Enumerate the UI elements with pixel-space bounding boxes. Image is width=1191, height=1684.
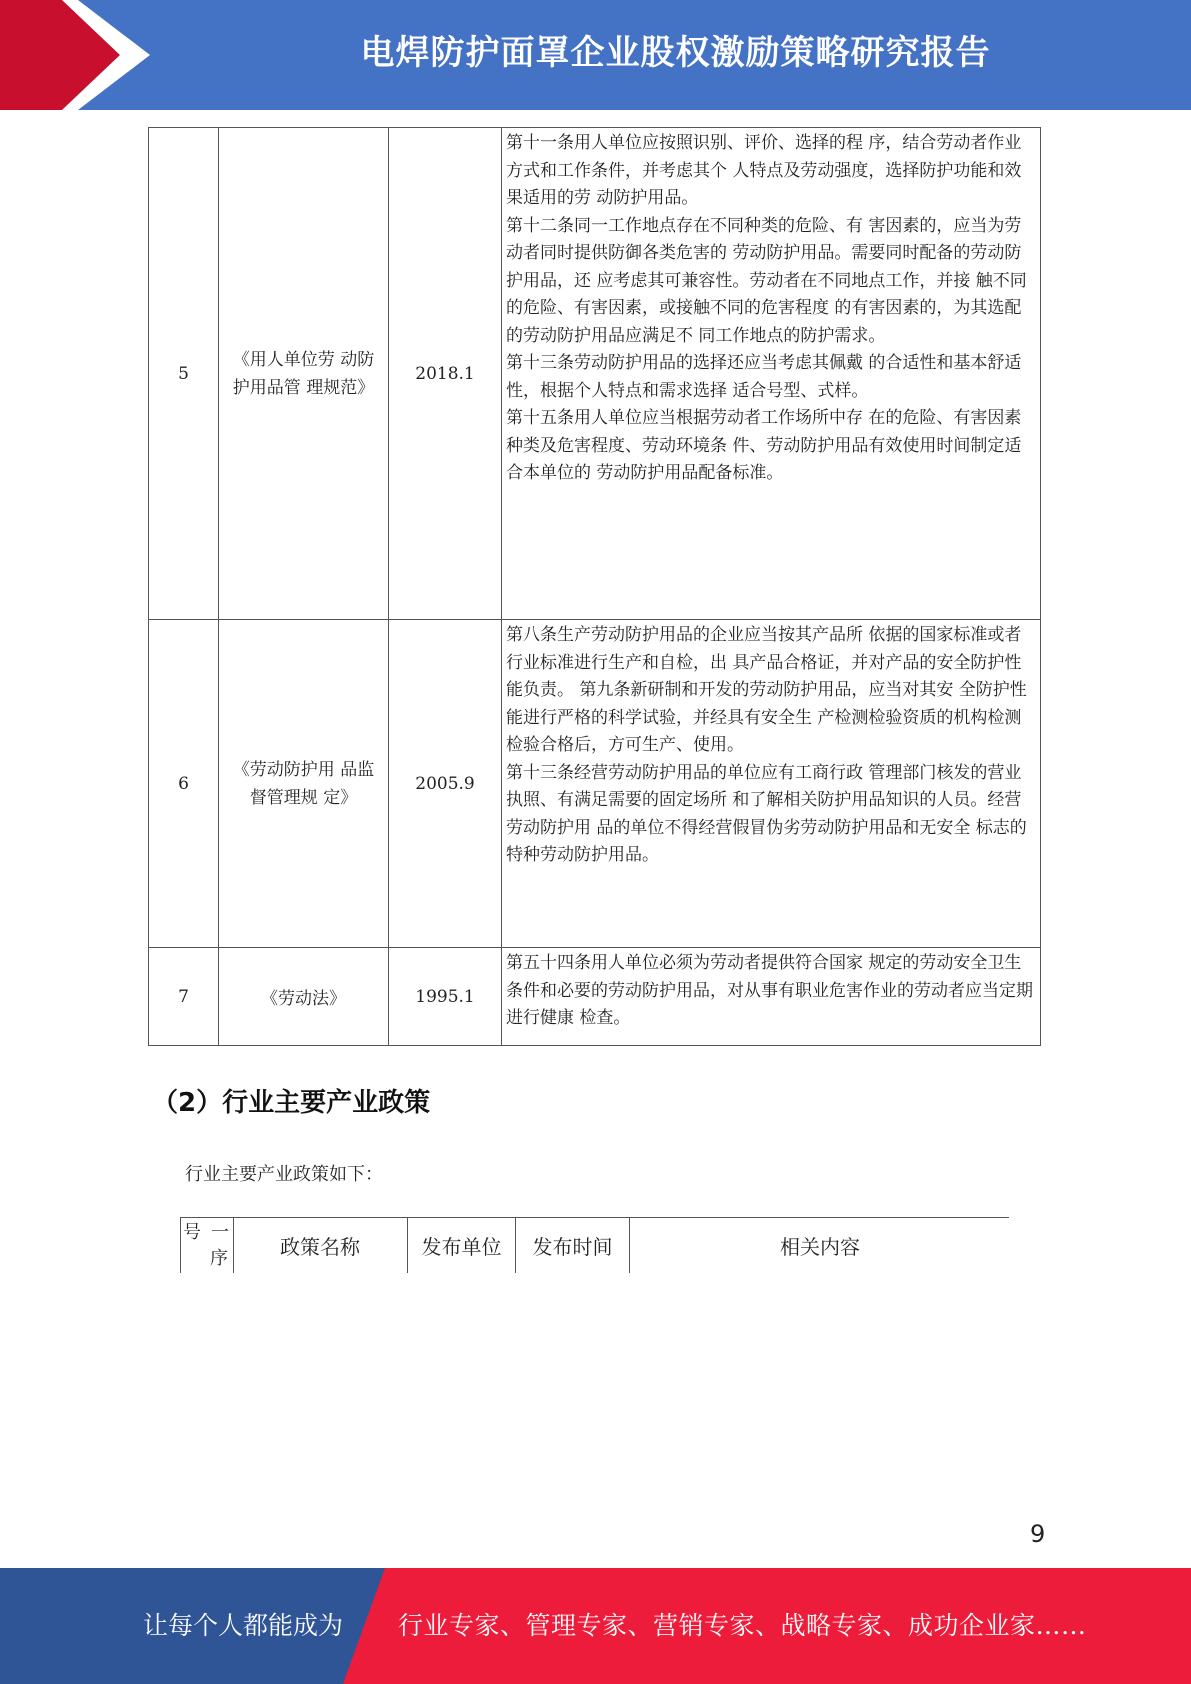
paragraph: 第八条生产劳动防护用品的企业应当按其产品所 依据的国家标准或者行业标准进行生产和自检，出 具产品合格证，并对产品的安全防护性能负责。 第九条新研制和开发的劳动防护用品，应当对其安 全防护性能进行严格的科学试验，并经具有安全生 产检测检验资质的机构检测检验合格后，方可生产、使用。	[506, 625, 1027, 755]
seq-char: 号	[183, 1222, 201, 1243]
publisher-header: 发布单位	[407, 1218, 515, 1273]
table-row	[149, 948, 1041, 1046]
issue-date: 2005.9	[389, 620, 502, 948]
paragraph: 第十一条用人单位应按照识别、评价、选择的程 序，结合劳动者作业方式和工作条件，并考虑其个 人特点及劳动强度，选择防护功能和效果适用的劳 动防护用品。	[506, 133, 1022, 208]
table-row	[149, 128, 1041, 620]
regulation-table	[148, 127, 1041, 1046]
regulation-name: 《劳动法》	[219, 948, 389, 1046]
regulation-name: 《用人单位劳 动防护用品管 理规范》	[219, 128, 389, 620]
paragraph: 第五十四条用人单位必须为劳动者提供符合国家 规定的劳动安全卫生条件和必要的劳动防护用品，对从事有职业危害作业的劳动者应当定期进行健康 检查。	[506, 953, 1033, 1028]
seq-char: 序	[210, 1248, 228, 1269]
page-header	[0, 0, 1191, 110]
row-number: 6	[149, 620, 219, 948]
related-content	[502, 948, 1041, 1046]
policy-table-header	[180, 1217, 1009, 1273]
section-intro: 行业主要产业政策如下：	[185, 1164, 383, 1185]
paragraph: 第十二条同一工作地点存在不同种类的危险、有 害因素的，应当为劳动者同时提供防御各类危害的 劳动防护用品。需要同时配备的劳动防护用品，还 应考虑其可兼容性。劳动者在不同地点工作，并接 触不同的危险、有害因素，或接触不同的危害程度 的有害因素的，为其选配的劳动防护用品应满足不 同工作地点的防护需求。	[506, 215, 1027, 346]
row-number: 7	[149, 948, 219, 1046]
page-footer	[0, 1568, 1191, 1684]
content-header: 相关内容	[629, 1218, 1010, 1273]
policy-name-header: 政策名称	[233, 1218, 406, 1273]
seq-char: 一	[211, 1222, 229, 1243]
paragraph: 第十三条劳动防护用品的选择还应当考虑其佩戴 的合适性和基本舒适性，根据个人特点和需求选择 适合号型、式样。	[506, 353, 1022, 401]
page-number: 9	[1030, 1520, 1046, 1548]
issue-date: 1995.1	[389, 948, 502, 1046]
report-title: 电焊防护面罩企业股权激励策略研究报告	[360, 33, 991, 73]
footer-slogan-left: 让每个人都能成为	[143, 1611, 344, 1640]
issue-date: 2018.1	[389, 128, 502, 620]
related-content	[502, 620, 1041, 948]
table-row	[149, 620, 1041, 948]
paragraph: 第十三条经营劳动防护用品的单位应有工商行政 管理部门核发的营业执照、有满足需要的固定场所 和了解相关防护用品知识的人员。经营劳动防护用 品的单位不得经营假冒伪劣劳动防护用品和无安全 标志的特种劳动防护用品。	[506, 762, 1027, 865]
header-arrow-decoration	[0, 0, 160, 110]
footer-slogan-right: 行业专家、管理专家、营销专家、战略专家、成功企业家……	[398, 1611, 1087, 1640]
seq-column-header	[180, 1218, 233, 1273]
section-heading: （2）行业主要产业政策	[152, 1088, 431, 1118]
publish-time-header: 发布时间	[515, 1218, 629, 1273]
related-content	[502, 128, 1041, 620]
row-number: 5	[149, 128, 219, 620]
regulation-name: 《劳动防护用 品监督管理规 定》	[219, 620, 389, 948]
paragraph: 第十五条用人单位应当根据劳动者工作场所中存 在的危险、有害因素种类及危害程度、劳动环境条 件、劳动防护用品有效使用时间制定适合本单位的 劳动防护用品配备标准。	[506, 408, 1022, 483]
